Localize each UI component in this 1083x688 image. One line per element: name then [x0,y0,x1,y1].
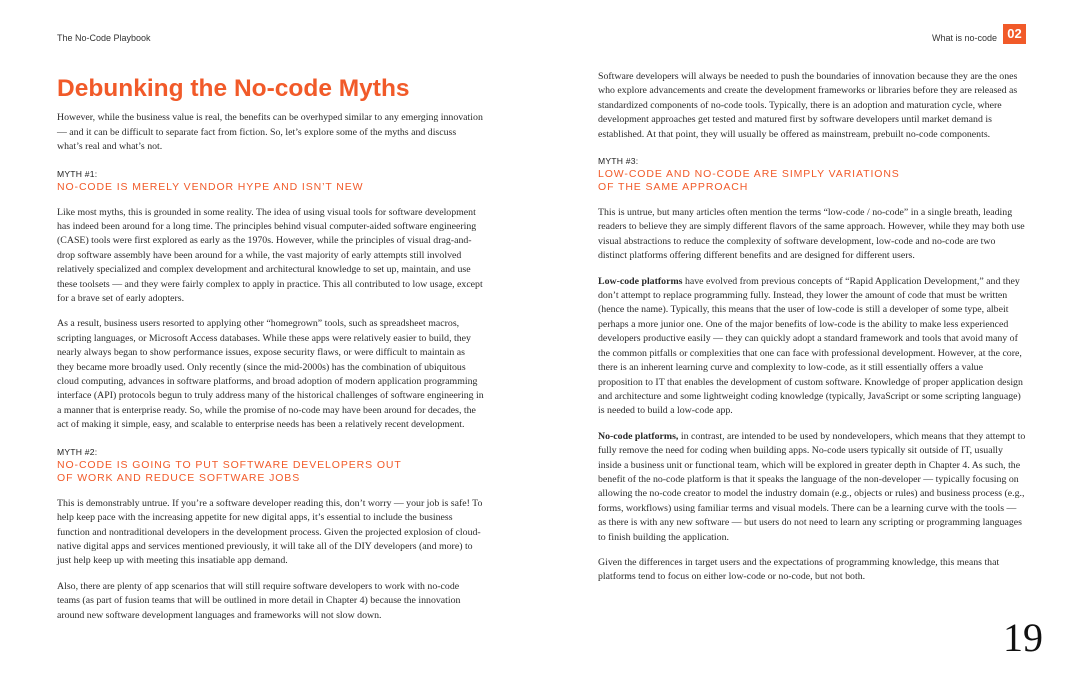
right-page-column [598,70,1026,596]
running-head-chapter-title: What is no-code [931,33,997,43]
conclusion-paragraph: Given the differences in target users and the expectations of programming knowledge, this means that platforms tend to focus on either low-code or no-code, but not both. [598,556,1000,583]
myth-1-label: MYTH #1: [57,168,98,179]
no-code-text: in contrast, are intended to be used by nondevelopers, which means that they attempt to fully remove the need for coding when building apps. No-code users typically sit outside of IT, usually inside a business unit or functional team, which will be explored in greater depth in Chapter 4. As such, the benefit of the no-code platform is that it speaks the language of the non-developer — typically focusing on allowing the no-code creator to model the industry domain (e.g., objects or rules) and business process (e.g., forms, workflows) using familiar terms and visual models. There can be a learning curve with the tools — as there is with any new software — but users do not need to learn any scripting or programming languages to finish building the application. [598,430,1026,543]
myth-3-heading-line-2: OF THE SAME APPROACH [598,181,749,194]
no-code-term: No-code platforms, [598,430,679,442]
myth-1-paragraph-2: As a result, business users resorted to applying other “homegrown” tools, such as spreadsheet macros, scripting languages, or Microsoft Access databases. While these apps were relatively easier to build, they nearly always began to show performance issues, expose security flaws, or were difficult to maintain as they became more broadly used. Only recently (since the mid-2000s) has the combination of ubiquitous cloud computing, advances in software platforms, and broad adoption of modern application programming interface (API) protocols begun to truly address many of the historical challenges of software engineering in a manner that is enterprise ready. So, while the promise of no-code may have been around for decades, the act of making it simple, easy, and scalable to enterprise needs has been a relatively recent development. [57,318,484,431]
myth-3-section [598,156,1026,585]
myth-2-heading [57,459,484,485]
low-code-term: Low-code platforms [598,275,683,287]
myth-2-section [57,447,484,623]
myth-3-paragraph-1: This is untrue, but many articles often mention the terms “low-code / no-code” in a single breath, leading readers to believe they are simply different flavors of the same approach. However, while they may both use visual abstractions to reduce the complexity of software development, low-code and no-code are two distinct platforms offering different benefits and are designed for different users. [598,207,1025,262]
myth-3-heading [598,168,1026,194]
myth-2-heading-line-2: OF WORK AND REDUCE SOFTWARE JOBS [57,471,301,484]
page-title: Debunking the No-code Myths [57,75,410,102]
myth-3-heading-line-1: LOW-CODE AND NO-CODE ARE SIMPLY VARIATIONS [598,168,900,181]
myth-1-section [57,169,484,433]
myth-1-heading: NO-CODE IS MERELY VENDOR HYPE AND ISN’T NEW [57,180,364,193]
low-code-text: have evolved from previous concepts of “Rapid Application Development,” and they don’t attempt to replace programming fully. Instead, they lower the amount of code that must be written (hence the name). Typically, this means that the user of low-code is still a developer of some type, albeit perhaps a more junior one. One of the major benefits of low-code is the ability to make less experienced developers productive easily — they can quickly adopt a standard framework and tools that avoid many of the common pitfalls or complexities that one can face with professional development. However, at the core, there is an inherent learning curve and complexity to low-code, as it still essentially offers a value proposition to IT that enables the development of custom software. Knowledge of proper application design and architecture and some lightweight coding knowledge (typically, JavaScript or some scripting language) is needed to build a low-code app. [598,275,1023,417]
left-page-column [57,70,484,634]
page-number: 19 [1003,615,1043,660]
myth-2-paragraph-2: Also, there are plenty of app scenarios that will still require software developers to work with no-code teams (as part of fusion teams that will be outlined in more detail in Chapter 4) because the innovation around new software development languages and frameworks will not slow down. [57,580,461,621]
chapter-number-tab: 02 [1003,24,1026,44]
no-code-paragraph [598,430,1026,545]
myth-2-paragraph-1: This is demonstrably untrue. If you’re a software developer reading this, don’t worry — your job is safe! To help keep pace with the increasing appetite for new digital apps, it’s essential to include the business function and nontraditional developers in the development process. Given the projected explosion of cloud-native digital apps and services mentioned previously, it will take all of the DIY developers (and more) to just help keep up with meeting this insatiable app demand. [57,497,483,567]
myth-1-paragraph-1: Like most myths, this is grounded in some reality. The idea of using visual tools for software development has indeed been around for a long time. The principles behind visual computer-aided software engineering (CASE) tools were first explored as early as the 1970s. However, while the principles of visual drag-and-drop software assembly have been around for a while, the vast majority of early attempts still involved relatively specialized and complex development and architectural knowledge to set up, maintain, and use these toolsets — and they were fairly complex to apply in practice. This all contributed to low usage, except for a brave set of early adopters. [57,206,483,305]
developers-paragraph: Software developers will always be needed to push the boundaries of innovation because they are the ones who explore advancements and create the development frameworks or libraries before they are released as standardized components of no-code tools. Typically, there is an adoption and maturation cycle, where development approaches get tested and matured first by software developers until market demand is established. At that point, they will usually be offered as mainstream, prebuilt no-code components. [598,71,1018,140]
myth-2-label: MYTH #2: [57,446,98,457]
myth-3-label: MYTH #3: [598,156,639,167]
myth-2-heading-line-1: NO-CODE IS GOING TO PUT SOFTWARE DEVELOPERS OUT [57,458,402,471]
low-code-paragraph [598,275,1026,419]
running-head-book-title: The No-Code Playbook [57,33,151,43]
intro-paragraph: However, while the business value is real, the benefits can be overhyped similar to any emerging innovation — and it can be difficult to separate fact from fiction. So, let’s explore some of the myths and discuss what’s real and what’s not. [57,112,483,153]
